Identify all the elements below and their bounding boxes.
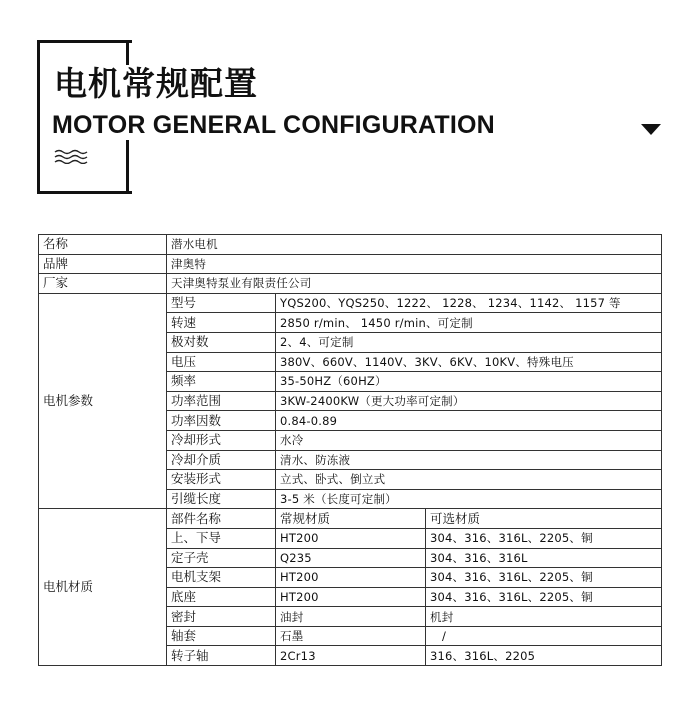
param-label: 电压	[167, 352, 276, 372]
page-title: 电机常规配置	[54, 64, 258, 103]
param-label: 型号	[167, 293, 276, 313]
param-label: 安装形式	[167, 470, 276, 490]
material-part: 轴套	[167, 626, 276, 646]
param-label: 冷却形式	[167, 430, 276, 450]
material-optional: /	[426, 626, 662, 646]
param-value: 3KW-2400KW（更大功率可定制）	[276, 391, 662, 411]
param-label: 引缆长度	[167, 489, 276, 509]
material-part: 电机支架	[167, 568, 276, 588]
material-part: 底座	[167, 587, 276, 607]
material-part: 定子壳	[167, 548, 276, 568]
param-value: 水冷	[276, 430, 662, 450]
row-label: 厂家	[39, 274, 167, 294]
material-part: 密封	[167, 607, 276, 627]
material-standard: 油封	[276, 607, 426, 627]
param-label: 转速	[167, 313, 276, 333]
table-row	[39, 235, 662, 255]
table-row	[39, 509, 662, 529]
material-standard: Q235	[276, 548, 426, 568]
param-label: 功率因数	[167, 411, 276, 431]
table-row	[39, 254, 662, 274]
group-label-materials: 电机材质	[39, 509, 167, 666]
wave-icon	[54, 148, 88, 164]
material-optional: 304、316、316L、2205、铜	[426, 587, 662, 607]
row-label: 名称	[39, 235, 167, 255]
material-optional: 316、316L、2205	[426, 646, 662, 666]
param-value: 立式、卧式、倒立式	[276, 470, 662, 490]
param-value: 2、4、可定制	[276, 332, 662, 352]
param-value: 35-50HZ（60HZ）	[276, 372, 662, 392]
param-value: 清水、防冻液	[276, 450, 662, 470]
param-value: 380V、660V、1140V、3KV、6KV、10KV、特殊电压	[276, 352, 662, 372]
row-value: 天津奥特泵业有限责任公司	[167, 274, 662, 294]
table-row	[39, 274, 662, 294]
param-label: 功率范围	[167, 391, 276, 411]
material-standard: HT200	[276, 528, 426, 548]
material-header-standard: 常规材质	[276, 509, 426, 529]
page-subtitle: MOTOR GENERAL CONFIGURATION	[52, 111, 495, 139]
material-standard: HT200	[276, 568, 426, 588]
param-value: YQS200、YQS250、1222、 1228、 1234、1142、 1157 等	[276, 293, 662, 313]
param-label: 冷却介质	[167, 450, 276, 470]
material-part: 上、下导	[167, 528, 276, 548]
param-value: 0.84-0.89	[276, 411, 662, 431]
material-optional: 304、316、316L	[426, 548, 662, 568]
material-optional: 304、316、316L、2205、铜	[426, 528, 662, 548]
param-label: 极对数	[167, 332, 276, 352]
material-header-optional: 可选材质	[426, 509, 662, 529]
material-standard: HT200	[276, 587, 426, 607]
material-standard: 石墨	[276, 626, 426, 646]
param-label: 频率	[167, 372, 276, 392]
material-standard: 2Cr13	[276, 646, 426, 666]
param-value: 3-5 米（长度可定制）	[276, 489, 662, 509]
material-header-part: 部件名称	[167, 509, 276, 529]
material-optional: 304、316、316L、2205、铜	[426, 568, 662, 588]
material-part: 转子轴	[167, 646, 276, 666]
title-frame-edge	[126, 140, 129, 191]
material-optional: 机封	[426, 607, 662, 627]
title-frame-edge	[126, 40, 129, 65]
row-value: 潜水电机	[167, 235, 662, 255]
motor-config-table	[38, 234, 662, 666]
param-value: 2850 r/min、 1450 r/min、可定制	[276, 313, 662, 333]
row-label: 品牌	[39, 254, 167, 274]
row-value: 津奥特	[167, 254, 662, 274]
dropdown-arrow-icon[interactable]	[641, 124, 661, 135]
table-row	[39, 293, 662, 313]
group-label-params: 电机参数	[39, 293, 167, 509]
